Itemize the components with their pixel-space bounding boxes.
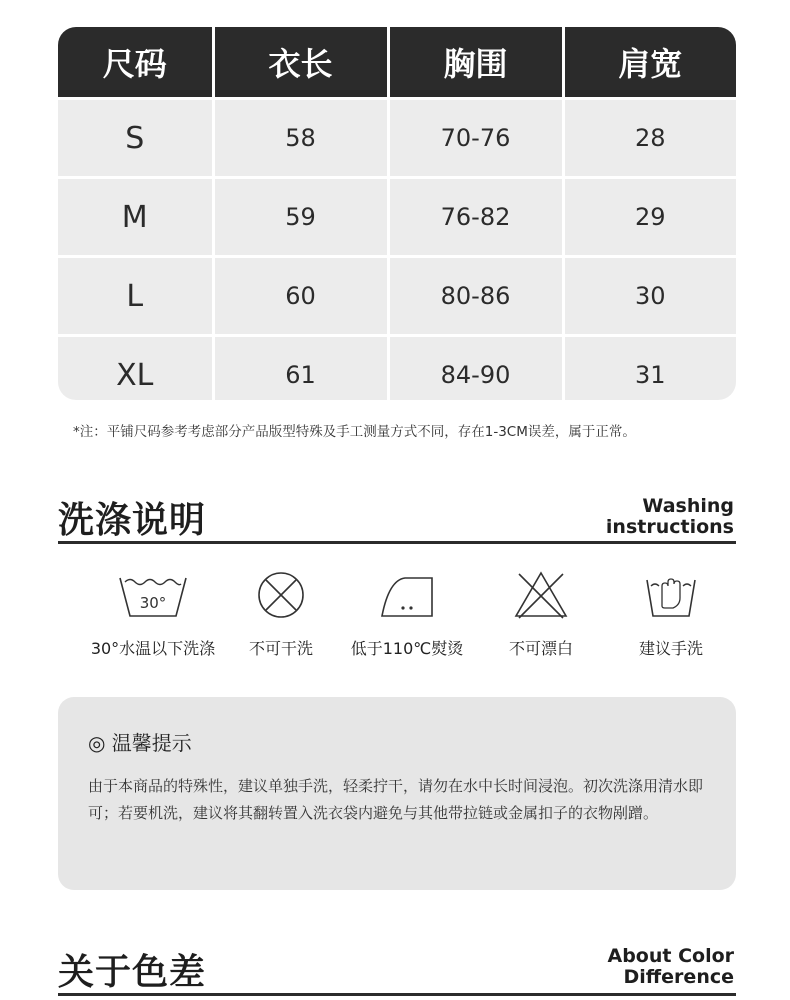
size-cell: L <box>58 257 213 336</box>
length-cell: 60 <box>213 257 388 336</box>
header-length: 衣长 <box>213 27 388 99</box>
table-row <box>58 178 736 257</box>
hand-wash-icon <box>645 570 697 620</box>
care-label-wash: 30°水温以下洗涤 <box>90 639 216 658</box>
table-row <box>58 257 736 336</box>
header-size: 尺码 <box>58 27 213 99</box>
care-label-iron: 低于110℃熨烫 <box>350 639 464 658</box>
shoulder-cell: 29 <box>563 178 736 257</box>
chest-cell: 84-90 <box>388 336 563 401</box>
color-diff-title-en-line1: About Color <box>607 945 734 967</box>
care-label-no-bleach: 不可漂白 <box>508 639 573 658</box>
color-diff-title-en <box>607 946 734 988</box>
washing-title-en-line1: Washing <box>642 495 734 517</box>
tips-body: 由于本商品的特殊性，建议单独手洗，轻柔拧干，请勿在水中长时间浸泡。初次洗涤用清水即可；若要机洗，建议将其翻转置入洗衣袋内避免与其他带拉链或金属扣子的衣物剐蹭。 <box>88 777 704 822</box>
wash-30-icon <box>117 570 189 620</box>
chest-cell: 76-82 <box>388 178 563 257</box>
size-cell: S <box>58 99 213 178</box>
length-cell: 58 <box>213 99 388 178</box>
tips-title: ◎ 温馨提示 <box>88 731 192 755</box>
care-label-no-dry-clean: 不可干洗 <box>248 639 313 658</box>
washing-divider <box>58 541 736 544</box>
washing-title-en-line2: instructions <box>605 516 734 538</box>
shoulder-cell: 31 <box>563 336 736 401</box>
care-label-hand-wash: 建议手洗 <box>638 639 703 658</box>
wash-temp-text: 30° <box>139 594 167 612</box>
length-cell: 61 <box>213 336 388 401</box>
washing-title: 洗涤说明 <box>58 500 207 541</box>
care-item-hand-wash <box>596 570 746 659</box>
color-diff-title: 关于色差 <box>58 952 207 993</box>
color-diff-divider <box>58 993 736 996</box>
measurement-note: *注：平铺尺码参考考虑部分产品版型特殊及手工测量方式不同，存在1-3CM误差，属于正常。 <box>73 424 636 440</box>
color-diff-title-en-line2: Difference <box>623 966 734 988</box>
header-shoulder: 肩宽 <box>563 27 736 99</box>
size-cell: XL <box>58 336 213 401</box>
table-row <box>58 336 736 401</box>
shoulder-cell: 30 <box>563 257 736 336</box>
no-bleach-icon <box>513 570 569 620</box>
warm-tips-box <box>58 697 736 890</box>
no-dry-clean-icon <box>256 570 306 620</box>
header-chest: 胸围 <box>388 27 563 99</box>
length-cell: 59 <box>213 178 388 257</box>
chest-cell: 70-76 <box>388 99 563 178</box>
care-item-no-bleach <box>466 570 616 659</box>
size-cell: M <box>58 178 213 257</box>
chest-cell: 80-86 <box>388 257 563 336</box>
size-table-header-row <box>58 27 736 99</box>
size-chart-table <box>58 27 736 400</box>
iron-low-icon <box>379 570 435 620</box>
washing-title-en <box>606 496 734 538</box>
table-row <box>58 99 736 178</box>
shoulder-cell: 28 <box>563 99 736 178</box>
care-item-iron <box>332 570 482 659</box>
